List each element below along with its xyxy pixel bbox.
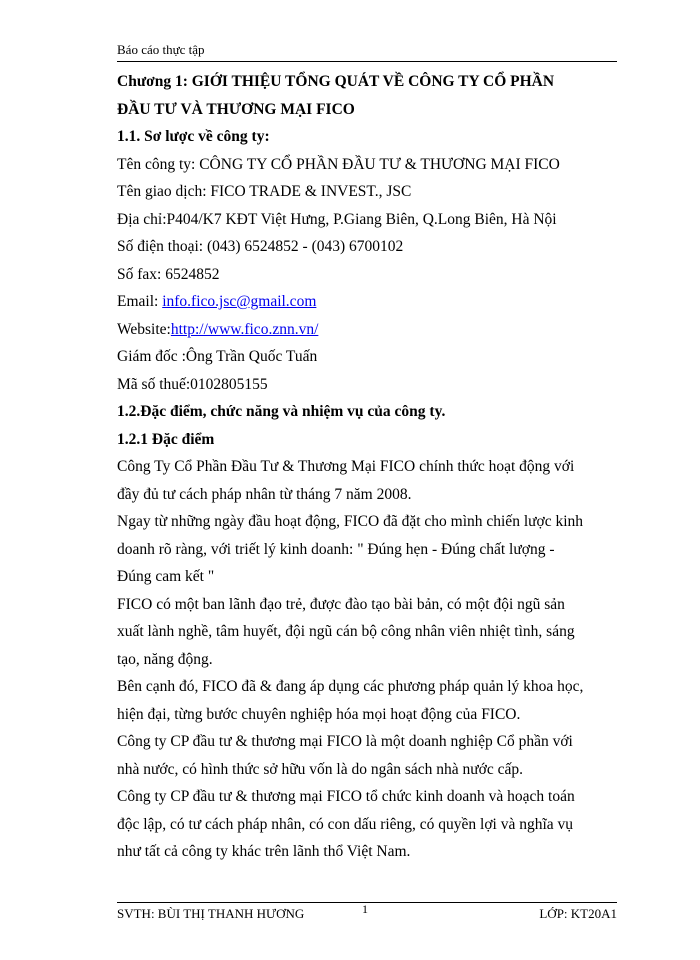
tax-code: Mã số thuế:0102805155 [117, 375, 268, 393]
trade-name: Tên giao dịch: FICO TRADE & INVEST., JSC [117, 183, 412, 200]
footer-page-number: 1 [362, 902, 368, 916]
paragraph-line: Công Ty Cổ Phần Đầu Tư & Thương Mại FICO chính thức hoạt động với [117, 458, 575, 475]
fax-number: Số fax: 6524852 [117, 265, 220, 283]
email-line [117, 288, 617, 316]
chapter-title-line-1: Chương 1: GIỚI THIỆU TỔNG QUÁT VỀ CÔNG TY CỔ PHẦN [117, 73, 555, 90]
section-1-2-1-heading: 1.2.1 Đặc điểm [117, 430, 215, 448]
chapter-title-line-2: ĐẦU TƯ VÀ THƯƠNG MẠI FICO [117, 100, 355, 118]
paragraph-line: FICO có một ban lãnh đạo trẻ, được đào tạo bài bản, có một đội ngũ sản [117, 595, 565, 613]
paragraph-line: độc lập, có tư cách pháp nhân, có con dấu riêng, có quyền lợi và nghĩa vụ [117, 815, 574, 833]
section-1-2-heading: 1.2.Đặc điểm, chức năng và nhiệm vụ của công ty. [117, 403, 446, 420]
paragraph-line: Công ty CP đầu tư & thương mại FICO tổ chức kinh doanh và hoạch toán [117, 788, 575, 805]
website-label: Website: [117, 320, 171, 338]
footer-class: LỚP: KT20A1 [539, 906, 617, 921]
website-line [117, 316, 617, 344]
paragraph-line: doanh rõ ràng, với triết lý kinh doanh: " Đúng hẹn - Đúng chất lượng - [117, 540, 555, 558]
paragraph-line: Ngay từ những ngày đầu hoạt động, FICO đã đặt cho mình chiến lược kinh [117, 513, 584, 530]
paragraph-line: nhà nước, có hình thức sở hữu vốn là do ngân sách nhà nước cấp. [117, 760, 523, 778]
footer-student: SVTH: BÙI THỊ THANH HƯƠNG [117, 906, 305, 921]
paragraph-line: Đúng cam kết " [117, 568, 215, 585]
paragraph-line: tạo, năng động. [117, 650, 213, 668]
report-title: Báo cáo thực tập [117, 42, 205, 57]
section-1-1-heading: 1.1. Sơ lược về công ty: [117, 128, 270, 145]
email-label: Email: [117, 293, 163, 310]
company-address: Địa chỉ:P404/K7 KĐT Việt Hưng, P.Giang Biên, Q.Long Biên, Hà Nội [117, 210, 557, 228]
company-name: Tên công ty: CÔNG TY CỔ PHẦN ĐẦU TƯ & THƯƠNG MẠI FICO [117, 155, 560, 173]
paragraph-line: Công ty CP đầu tư & thương mại FICO là một doanh nghiệp Cổ phần với [117, 733, 573, 750]
paragraph-line: đầy đủ tư cách pháp nhân từ tháng 7 năm 2008. [117, 485, 412, 503]
paragraph-line: hiện đại, từng bước chuyên nghiệp hóa mọi hoạt động của FICO. [117, 705, 521, 723]
page-content [117, 68, 617, 866]
director-name: Giám đốc :Ông Trần Quốc Tuấn [117, 348, 318, 365]
paragraph-line: Bên cạnh đó, FICO đã & đang áp dụng các phương pháp quản lý khoa học, [117, 678, 584, 695]
phone-number: Số điện thoại: (043) 6524852 - (043) 6700102 [117, 238, 404, 255]
paragraph-line: như tất cả công ty khác trên lãnh thổ Việt Nam. [117, 843, 411, 860]
website-link[interactable]: http://www.fico.znn.vn/ [170, 320, 319, 338]
header-divider [117, 61, 617, 62]
paragraph-line: xuất lành nghề, tâm huyết, đội ngũ cán bộ công nhân viên nhiệt tình, sáng [117, 623, 575, 640]
email-link[interactable]: info.fico.jsc@gmail.com [162, 293, 317, 310]
